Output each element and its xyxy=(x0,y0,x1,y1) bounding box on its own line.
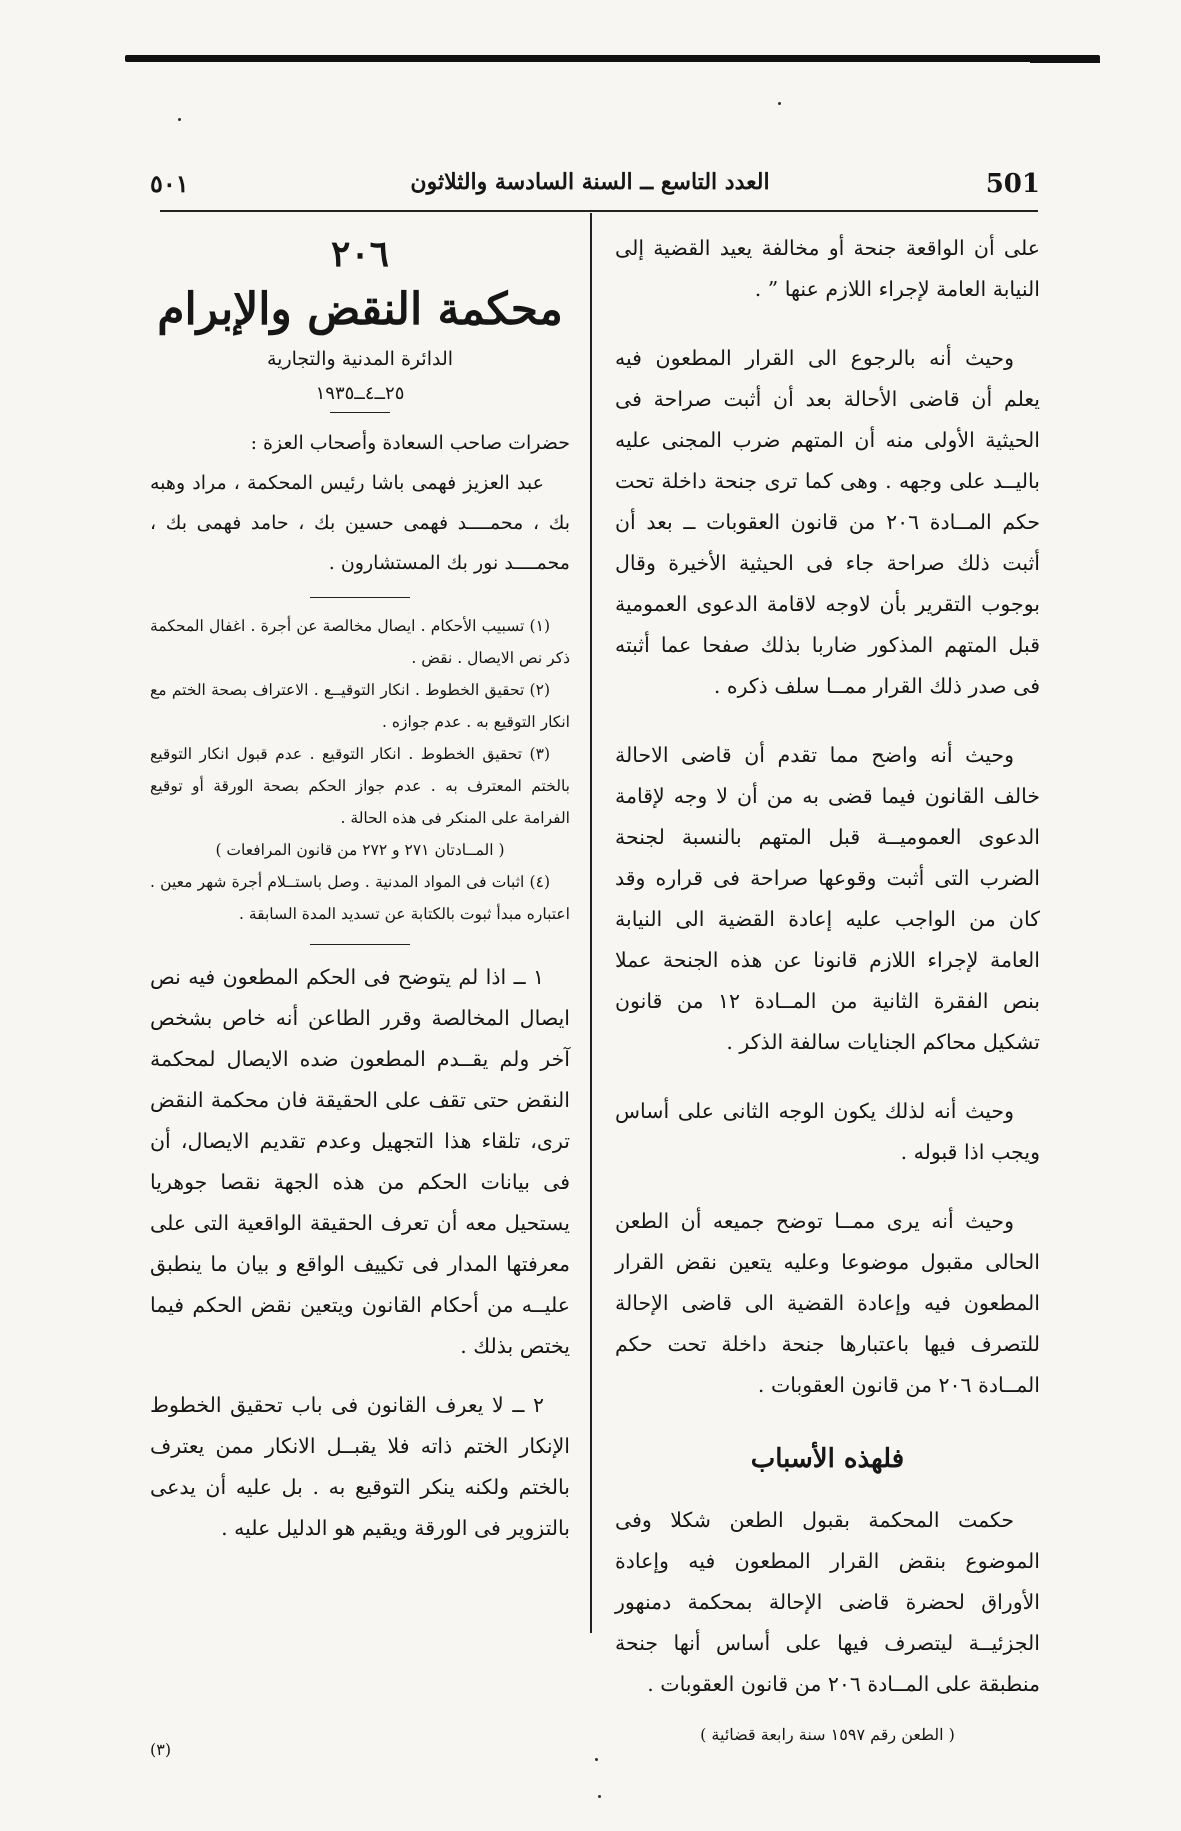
page-number-arabic: ٥٠١ xyxy=(150,169,189,198)
section-heading: فلهذه الأسباب xyxy=(750,1444,905,1474)
speck xyxy=(178,118,181,121)
speck xyxy=(778,102,781,105)
judges-list: عبد العزيز فهمى باشا رئيس المحكمة ، مراد وهبه بك ، محمــــد فهمى حسين بك ، حامد فهمى بك ، محمــــد نور بك المستشارون . xyxy=(150,472,570,574)
top-rule xyxy=(125,55,1100,62)
right-column xyxy=(615,228,1040,1744)
bench-intro: حضرات صاحب السعادة وأصحاب العزة : xyxy=(250,432,570,454)
abstract-item: (٣) تحقيق الخطوط . انكار التوقيع . عدم قبول انكار التوقيع بالختم المعترف به . عدم جواز الحكم بصحة الورقة أو توقيع الفرامة على المنكر فى هذه الحالة . xyxy=(150,745,570,827)
abstract-item: (٤) اثبات فى المواد المدنية . وصل باستــلام أجرة شهر معين . اعتباره مبدأ ثبوت بالكتابة عن تسديد المدة السابقة . xyxy=(150,873,570,923)
paragraph: وحيث أنه واضح مما تقدم أن قاضى الاحالة خالف القانون فيما قضى به من أن لا وجه لإقامة الدعوى العموميــة قبل المتهم بالنسبة لجنحة الضرب التى أثبت وقوعها صراحة فى قراره وقد كان من الواجب عليه إعادة القضية الى النيابة العامة لإجراء اللازم قانونا عن هذه الجنحة عملا بنص الفقرة الثانية من المــادة ١٢ من قانون تشكيل محاكم الجنايات سالفة الذكر . xyxy=(615,743,1040,1054)
decision-date: ٢٥ــ٤ــ١٩٣٥ xyxy=(315,383,405,404)
paragraph: وحيث أنه يرى ممــا توضح جميعه أن الطعن الحالى مقبول موضوعا وعليه يتعين نقض القرار المطعون فيه وإعادة القضية الى قاضى الإحالة للتصرف فيها باعتبارها جنحة داخلة تحت حكم المــادة ٢٠٦ من قانون العقوبات . xyxy=(615,1209,1040,1397)
running-title: العدد التاسع ــ السنة السادسة والثلاثون xyxy=(410,169,770,195)
case-number: ٢٠٦ xyxy=(330,233,389,275)
section-rule xyxy=(310,944,410,945)
paragraph: وحيث أنه بالرجوع الى القرار المطعون فيه يعلم أن قاضى الأحالة بعد أن أثبت صراحة فى الحيثية الأولى منه أن المتهم ضرب المجنى عليه باليــد على وجهه . وهى كما ترى جنحة داخلة تحت حكم المــادة ٢٠٦ من قانون العقوبات ــ بعد أن أثبت ذلك صراحة جاء فى الحيثية الأخيرة وقال بوجوب التقرير بأن لاوجه لاقامة الدعوى العمومية قبل المتهم المذكور ضاربا بذلك صفحا عما أثبته فى صدر ذلك القرار ممــا سلف ذكره . xyxy=(615,346,1040,698)
speck xyxy=(595,1758,598,1761)
law-reference: ( المــادتان ٢٧١ و ٢٧٢ من قانون المرافعات ) xyxy=(215,841,505,859)
paragraph: على أن الواقعة جنحة أو مخالفة يعيد القضية إلى النيابة العامة لإجراء اللازم عنها ” . xyxy=(615,236,1040,301)
date-rule xyxy=(330,412,390,413)
left-column xyxy=(150,228,570,1549)
principle-paragraph: ٢ ــ لا يعرف القانون فى باب تحقيق الخطوط الإنكار الختم ذاته فلا يقبــل الانكار ممن يعترف بالختم ولكنه ينكر التوقيع به . بل عليه أن يدعى بالتزوير فى الورقة ويقيم هو الدليل عليه . xyxy=(150,1393,570,1540)
abstract-item: (١) تسبيب الأحكام . ايصال مخالصة عن أجرة . اغفال المحكمة ذكر نص الايصال . نقض . xyxy=(150,617,570,667)
column-divider xyxy=(590,213,592,1633)
top-rule-tail xyxy=(1030,60,1100,63)
paragraph: وحيث أنه لذلك يكون الوجه الثانى على أساس ويجب اذا قبوله . xyxy=(615,1099,1040,1164)
chamber-name: الدائرة المدنية والتجارية xyxy=(266,348,454,370)
ruling-paragraph: حكمت المحكمة بقبول الطعن شكلا وفى الموضوع بنقض القرار المطعون فيه وإعادة الأوراق لحضرة قاضى الإحالة بمحكمة دمنهور الجزئيــة ليتصرف فيها على أساس أنها جنحة منطبقة على المــادة ٢٠٦ من قانون العقوبات . xyxy=(615,1508,1040,1696)
footnote-marker: (٣) xyxy=(150,1740,172,1759)
abstract-item: (٢) تحقيق الخطوط . انكار التوقيــع . الاعتراف بصحة الختم مع انكار التوقيع به . عدم جوازه . xyxy=(150,681,570,731)
page-number: 501 xyxy=(985,169,1040,199)
principle-paragraph: ١ ــ اذا لم يتوضح فى الحكم المطعون فيه نص ايصال المخالصة وقرر الطاعن أنه خاص بشخص آخر ولم يقــدم المطعون ضده الايصال لمحكمة النقض حتى تقف على الحقيقة فان محكمة النقض ترى، تلقاء هذا التجهيل وعدم تقديم الايصال، أن فى بيانات الحكم من هذه الجهة نقصا جوهريا يستحيل معه أن تعرف الحقيقة الواقعية التى على معرفتها المدار فى تكييف الواقع و بيان ما ينطبق عليــه من أحكام القانون ويتعين نقض الحكم فيما يختص بذلك . xyxy=(150,965,570,1358)
court-name: محكمة النقض والإبرام xyxy=(157,284,563,335)
section-rule xyxy=(310,597,410,598)
speck xyxy=(598,1795,601,1798)
case-reference: ( الطعن رقم ١٥٩٧ سنة رابعة قضائية ) xyxy=(700,1725,955,1744)
header-rule xyxy=(160,210,1038,212)
page-header xyxy=(150,165,1040,205)
